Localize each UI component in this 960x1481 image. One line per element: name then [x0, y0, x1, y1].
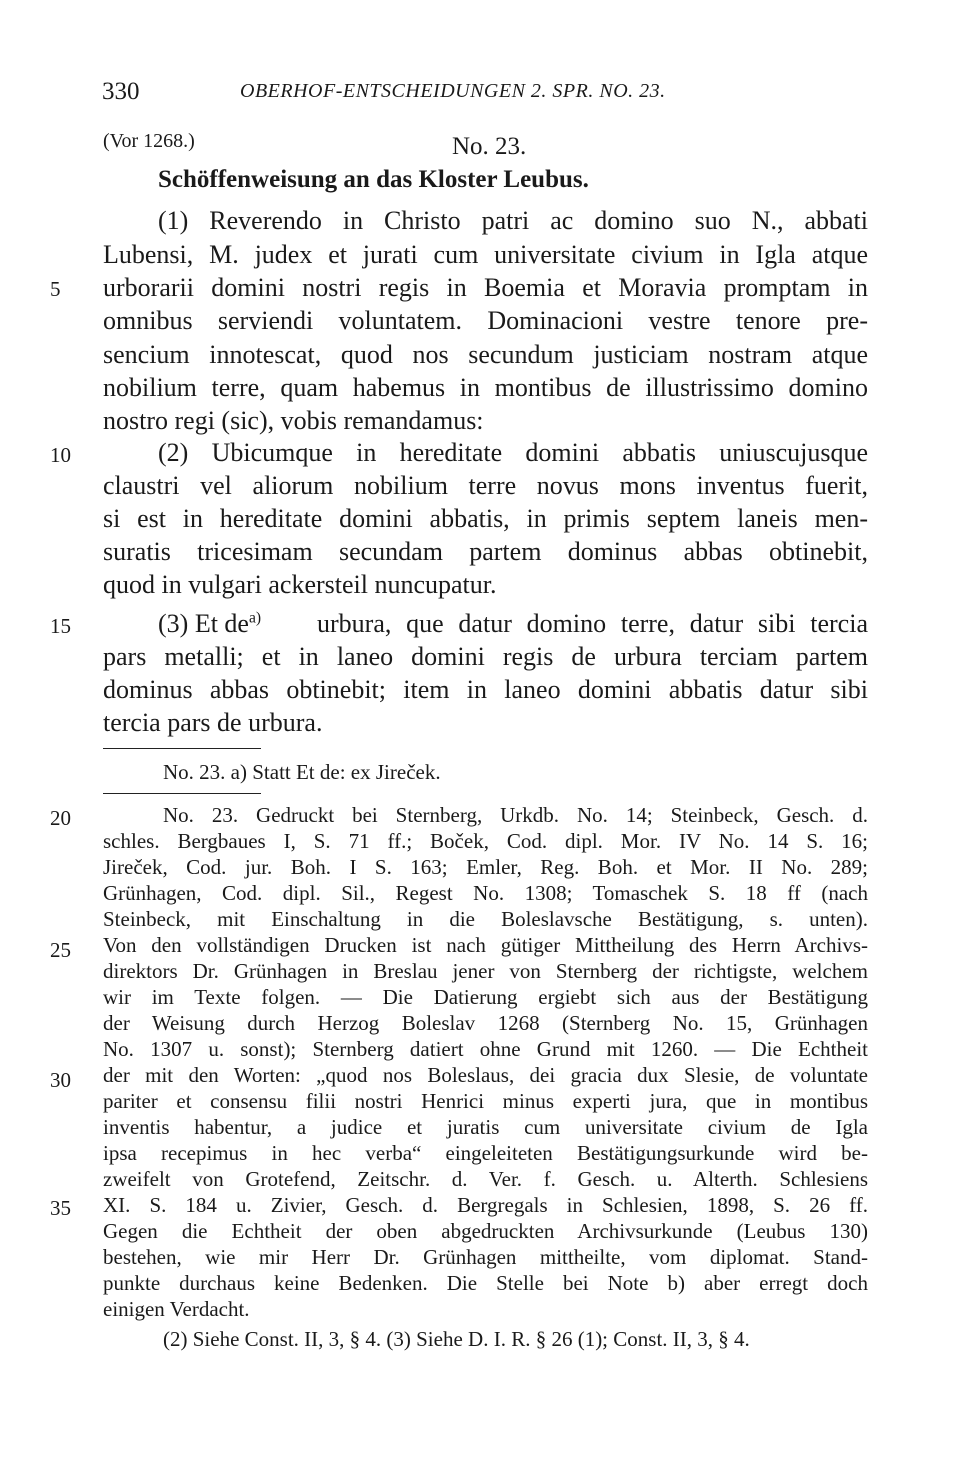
body-line: urbura, que datur domino terre, datur sibi tercia: [317, 609, 868, 638]
note-line: pariter et consensu filii nostri Henrici minus experti jura, que in montibus: [103, 1089, 868, 1113]
doc-title: Schöffenweisung an das Kloster Leubus.: [158, 166, 589, 193]
para-3-prefix: [158, 609, 261, 639]
note-line: Jireček, Cod. jur. Boh. I S. 163; Emler, Reg. Boh. et Mor. II No. 289;: [103, 855, 868, 879]
note-line: No. 1307 u. sonst); Sternberg datiert ohne Grund mit 1260. — Die Echtheit: [103, 1037, 868, 1061]
note-line: punkte durchaus keine Bedenken. Die Stelle bei Note b) aber erregt doch: [103, 1271, 868, 1295]
doc-number: No. 23.: [452, 133, 527, 160]
note-line: XI. S. 184 u. Zivier, Gesch. d. Bergregals in Schlesien, 1898, S. 26 ff.: [103, 1193, 868, 1217]
note-line: zweifelt von Grotefend, Zeitschr. d. Ver. f. Gesch. u. Alterth. Schlesiens: [103, 1167, 868, 1191]
note-line: bestehen, wie mir Herr Dr. Grünhagen mittheilte, vom diplomat. Stand-: [103, 1245, 868, 1269]
note-line: der Weisung durch Herzog Boleslav 1268 (Sternberg No. 15, Grünhagen: [103, 1011, 868, 1035]
line-number: 20: [50, 806, 71, 830]
body-line: (1) Reverendo in Christo patri ac domino suo N., abbati: [158, 206, 868, 235]
note-line: schles. Bergbaues I, S. 71 ff.; Boček, Cod. dipl. Mor. IV No. 14 S. 16;: [103, 829, 868, 853]
body-line: nostro regi (sic), vobis remandamus:: [103, 406, 484, 435]
footnote-a: No. 23. a) Statt Et de: ex Jireček.: [163, 760, 441, 784]
line-number: 30: [50, 1068, 71, 1092]
line-number: 35: [50, 1196, 71, 1220]
note-line: direktors Dr. Grünhagen in Breslau jener von Sternberg der richtigste, welchem: [103, 959, 868, 983]
body-line: nobilium terre, quam habemus in montibus de illustrissimo domino: [103, 373, 868, 402]
footnote-mark-a: a): [248, 609, 262, 627]
para-3-text: (3) Et de: [158, 609, 249, 638]
body-line: urborarii domini nostri regis in Boemia et Moravia promptam in: [103, 273, 868, 302]
cross-references: (2) Siehe Const. II, 3, § 4. (3) Siehe D. I. R. § 26 (1); Const. II, 3, § 4.: [163, 1327, 750, 1351]
line-number: 10: [50, 443, 71, 467]
notes-rule: [103, 793, 261, 794]
running-title: OBERHOF-ENTSCHEIDUNGEN 2. SPR. NO. 23.: [240, 80, 666, 102]
line-number: 5: [50, 277, 61, 301]
note-line: Von den vollständigen Drucken ist nach gütiger Mittheilung des Herrn Archivs-: [103, 933, 868, 957]
body-line: (2) Ubicumque in hereditate domini abbatis uniuscujusque: [158, 438, 868, 467]
body-line: suratis tricesimam secundam partem dominus abbas obtinebit,: [103, 537, 868, 566]
body-line: pars metalli; et in laneo domini regis de urbura terciam partem: [103, 642, 868, 671]
note-line: wir im Texte folgen. — Die Datierung ergiebt sich aus der Bestätigung: [103, 985, 868, 1009]
body-line: si est in hereditate domini abbatis, in primis septem laneis men-: [103, 504, 868, 533]
note-line: einigen Verdacht.: [103, 1297, 250, 1321]
body-line: Lubensi, M. judex et jurati cum universitate civium in Igla atque: [103, 240, 868, 269]
body-line: sencium innotescat, quod nos secundum justiciam nostram atque: [103, 340, 868, 369]
note-line: ipsa recepimus in hec verba“ eingeleiteten Bestätigungsurkunde wird be-: [103, 1141, 868, 1165]
doc-date: (Vor 1268.): [103, 130, 195, 152]
note-line: der mit den Worten: „quod nos Boleslaus, dei gracia dux Slesie, de voluntate: [103, 1063, 868, 1087]
body-line: quod in vulgari ackersteil nuncupatur.: [103, 570, 497, 599]
note-line: Grünhagen, Cod. dipl. Sil., Regest No. 1308; Tomaschek S. 18 ff (nach: [103, 881, 868, 905]
body-line: omnibus serviendi voluntatem. Dominacioni vestre tenore pre-: [103, 306, 868, 335]
body-line: claustri vel aliorum nobilium terre novus mons inventus fuerit,: [103, 471, 868, 500]
footnote-rule: [103, 748, 261, 749]
note-line: Steinbeck, mit Einschaltung in die Boleslavsche Bestätigung, s. unten).: [103, 907, 868, 931]
page-number: 330: [102, 78, 140, 105]
line-number: 15: [50, 614, 71, 638]
line-number: 25: [50, 938, 71, 962]
note-line: Gegen die Echtheit der oben abgedruckten Archivsurkunde (Leubus 130): [103, 1219, 868, 1243]
body-line: dominus abbas obtinebit; item in laneo domini abbatis datur sibi: [103, 675, 868, 704]
note-line: inventis habentur, a judice et juratis cum universitate civium de Igla: [103, 1115, 868, 1139]
body-line: tercia pars de urbura.: [103, 708, 323, 737]
note-line: No. 23. Gedruckt bei Sternberg, Urkdb. No. 14; Steinbeck, Gesch. d.: [163, 803, 868, 827]
